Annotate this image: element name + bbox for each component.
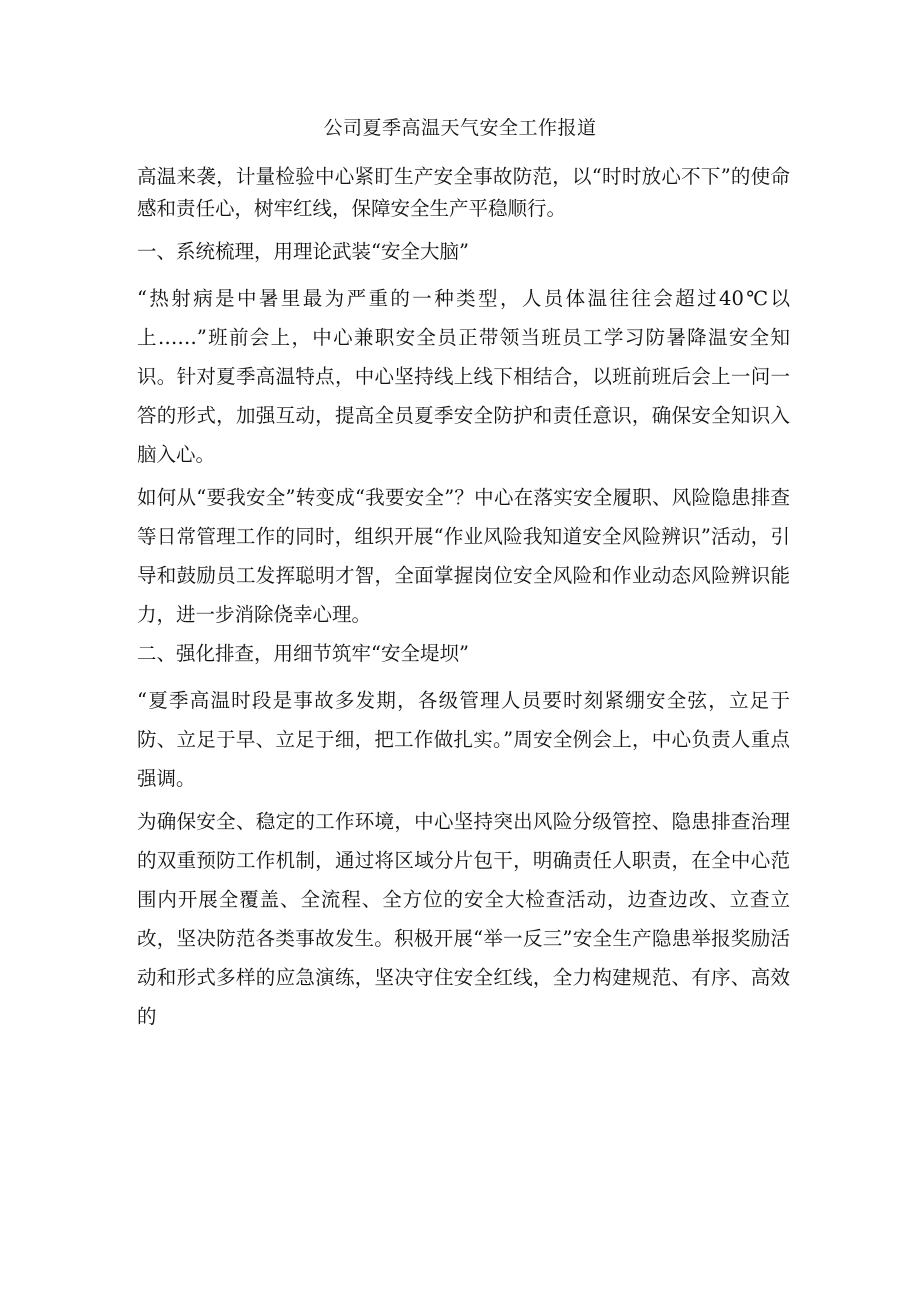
section-2-paragraph-1: “夏季高温时段是事故多发期，各级管理人员要时刻紧绷安全弦，立足于防、立足于早、立足于细，把工作做扎实。”周安全例会上，中心负责人重点强调。	[137, 689, 790, 790]
document-title: 公司夏季高温天气安全工作报道	[323, 117, 597, 139]
intro-paragraph: 高温来袭，计量检验中心紧盯生产安全事故防范，以“时时放心不下”的使命感和责任心，树牢红线，保障安全生产平稳顺行。	[137, 165, 790, 220]
section-2-heading: 二、强化排查，用细节筑牢“安全堤坝”	[137, 642, 469, 665]
section-1-paragraph-1: “热射病是中暑里最为严重的一种类型，人员体温往往会超过40℃以上……”班前会上，中心兼职安全员正带领当班员工学习防暑降温安全知识。针对夏季高温特点，中心坚持线上线下相结合，以班前班后会上一问一答的形式，加强互动，提高全员夏季安全防护和责任意识，确保安全知识入脑入心。	[137, 287, 790, 466]
section-1-paragraph-2: 如何从“要我安全”转变成“我要安全”？中心在落实安全履职、风险隐患排查等日常管理工作的同时，组织开展“作业风险我知道安全风险辨识”活动，引导和鼓励员工发挥聪明才智，全面掌握岗位安全风险和作业动态风险辨识能力，进一步消除侥幸心理。	[137, 486, 790, 626]
document-body	[137, 161, 790, 1040]
section-2-paragraph-2: 为确保安全、稳定的工作环境，中心坚持突出风险分级管控、隐患排查治理的双重预防工作机制，通过将区域分片包干，明确责任人职责，在全中心范围内开展全覆盖、全流程、全方位的安全大检查活动，边查边改、立查立改，坚决防范各类事故发生。积极开展“举一反三”安全生产隐患举报奖励活动和形式多样的应急演练，坚决守住安全红线，全力构建规范、有序、高效的	[137, 810, 790, 1028]
section-1-heading: 一、系统梳理，用理论武装“安全大脑”	[137, 240, 469, 263]
